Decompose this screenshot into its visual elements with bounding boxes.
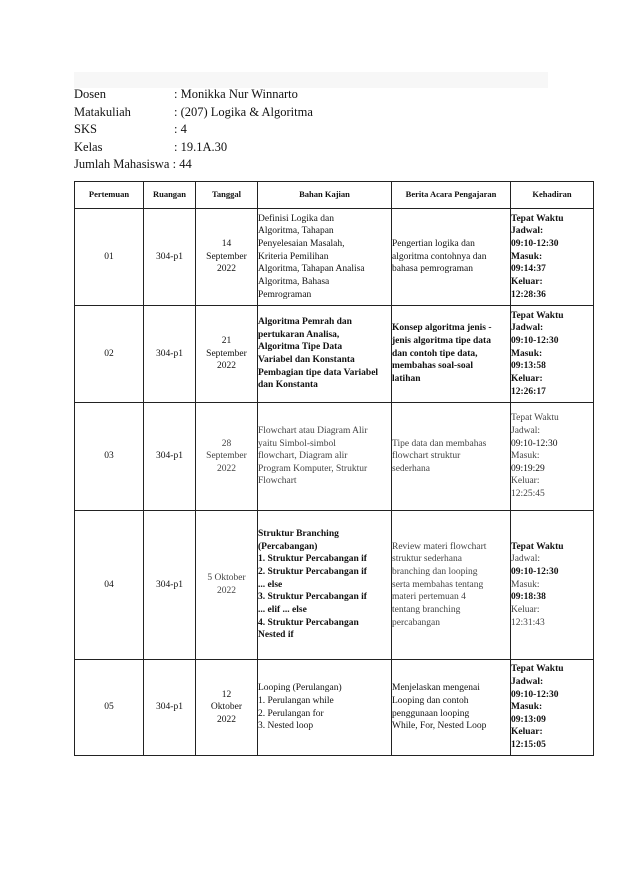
bahan-line: dan Konstanta xyxy=(258,380,318,391)
tanggal-line: September xyxy=(206,451,247,462)
berita-acara-cell xyxy=(392,403,511,511)
pertemuan-cell: 03 xyxy=(75,403,144,511)
berita-line: Pengertian logika dan xyxy=(392,239,475,250)
bahan-line: (Percabangan) xyxy=(258,541,318,552)
kehadiran-line: Jadwal: xyxy=(511,676,544,687)
bahan-line: Algoritma, Bahasa xyxy=(258,276,330,287)
sks-value: : 4 xyxy=(174,122,187,137)
ruangan-cell: 304-p1 xyxy=(144,511,196,660)
table-header-row xyxy=(75,182,594,209)
tanggal-line: 2022 xyxy=(217,463,236,474)
kehadiran-line: Jadwal: xyxy=(511,323,544,334)
berita-line: Looping dan contoh xyxy=(392,695,469,706)
berita-acara-cell xyxy=(392,209,511,306)
tanggal-line: 12 xyxy=(221,689,232,700)
header-tanggal: Tanggal xyxy=(196,182,258,209)
tanggal-line: 2022 xyxy=(217,361,236,372)
kehadiran-line: 12:28:36 xyxy=(511,289,546,300)
berita-line: jenis algoritma tipe data xyxy=(392,336,491,347)
pertemuan-cell: 05 xyxy=(75,660,144,756)
tanggal-line: Oktober xyxy=(210,702,243,713)
berita-line: Konsep algoritma jenis - xyxy=(392,323,492,334)
info-row-sks xyxy=(74,121,313,139)
kehadiran-line: 09:10-12:30 xyxy=(511,239,559,250)
bahan-line: 2. Struktur Percabangan if xyxy=(258,567,367,578)
bahan-line: 3. Struktur Percabangan if xyxy=(258,592,367,603)
berita-line: Tipe data dan membahas xyxy=(392,438,487,449)
sks-label: SKS xyxy=(74,122,97,137)
bahan-line: Definisi Logika dan xyxy=(258,213,334,224)
header-kehadiran: Kehadiran xyxy=(511,182,594,209)
kehadiran-line: Keluar: xyxy=(511,276,543,287)
header-ruangan: Ruangan xyxy=(144,182,196,209)
kehadiran-line: 09:14:37 xyxy=(511,264,546,275)
table-row xyxy=(75,209,594,306)
tanggal-line: 2022 xyxy=(217,586,236,596)
kehadiran-cell xyxy=(511,660,594,756)
kelas-value: : 19.1A.30 xyxy=(174,139,228,154)
tanggal-cell xyxy=(196,511,258,660)
tanggal-cell xyxy=(196,403,258,511)
schedule-table xyxy=(74,181,594,756)
kehadiran-line: 12:25:45 xyxy=(511,489,545,500)
kehadiran-line: Jadwal: xyxy=(511,226,544,237)
kehadiran-line: Tepat Waktu xyxy=(511,213,564,224)
kehadiran-line: Masuk: xyxy=(511,451,540,462)
bahan-line: Program Komputer, Struktur xyxy=(258,463,368,474)
kehadiran-line: Keluar: xyxy=(511,373,543,384)
bahan-kajian-cell xyxy=(258,209,392,306)
berita-line: tentang branching xyxy=(392,604,461,615)
bahan-line: Algoritma Tipe Data xyxy=(258,342,343,353)
tanggal-line: 28 xyxy=(221,438,232,449)
kehadiran-line: Masuk: xyxy=(511,702,543,713)
berita-acara-cell xyxy=(392,511,511,660)
bahan-line: Penyelesaian Masalah, xyxy=(258,239,345,250)
kehadiran-line: Tepat Waktu xyxy=(511,664,564,675)
bahan-line: Pembagian tipe data Variabel xyxy=(258,367,379,378)
tanggal-cell xyxy=(196,306,258,403)
berita-line: branching dan looping xyxy=(392,567,478,578)
tanggal-line: 14 xyxy=(221,239,232,250)
kehadiran-line: 09:10-12:30 xyxy=(511,336,559,347)
kehadiran-line: 12:26:17 xyxy=(511,386,546,397)
berita-line: percabangan xyxy=(392,617,440,628)
kelas-label: Kelas xyxy=(74,139,103,154)
kehadiran-line: Jadwal: xyxy=(511,554,541,565)
bahan-line: Pemrograman xyxy=(258,289,312,300)
kehadiran-line: Tepat Waktu xyxy=(511,413,559,424)
kehadiran-cell xyxy=(511,209,594,306)
matakuliah-value: : (207) Logika & Algoritma xyxy=(174,104,313,119)
bahan-line: ... else xyxy=(258,579,283,590)
bahan-line: Nested if xyxy=(258,630,294,641)
bahan-line: 4. Struktur Percabangan xyxy=(258,617,359,628)
header-berita-acara: Berita Acara Pengajaran xyxy=(392,182,511,209)
berita-acara-cell xyxy=(392,660,511,756)
table-row xyxy=(75,660,594,756)
tanggal-line: 2022 xyxy=(217,714,236,725)
kehadiran-line: Jadwal: xyxy=(511,425,541,436)
berita-line: membahas soal-soal xyxy=(392,361,474,372)
berita-line: materi pertemuan 4 xyxy=(392,592,466,603)
tanggal-line: 2022 xyxy=(217,264,236,275)
ruangan-cell: 304-p1 xyxy=(144,306,196,403)
kehadiran-line: Tepat Waktu xyxy=(511,541,564,552)
berita-line: Review materi flowchart xyxy=(392,541,487,552)
bahan-line: Algoritma Pemrah dan xyxy=(258,317,352,328)
bahan-kajian-cell xyxy=(258,403,392,511)
bahan-line: Struktur Branching xyxy=(258,529,339,540)
berita-line: dan contoh tipe data, xyxy=(392,348,478,359)
info-row-matakuliah xyxy=(74,104,313,122)
bahan-line: Flowchart xyxy=(258,476,297,487)
ruangan-cell: 304-p1 xyxy=(144,209,196,306)
header-bahan-kajian: Bahan Kajian xyxy=(258,182,392,209)
kehadiran-line: Keluar: xyxy=(511,604,540,615)
bahan-line: Algoritma, Tahapan xyxy=(258,226,334,237)
bahan-line: 3. Nested loop xyxy=(258,721,314,732)
berita-line: struktur sederhana xyxy=(392,554,462,565)
bahan-line: Variabel dan Konstanta xyxy=(258,355,355,365)
info-row-jumlah xyxy=(74,156,313,174)
ruangan-cell: 304-p1 xyxy=(144,660,196,756)
bahan-kajian-cell xyxy=(258,660,392,756)
info-row-dosen xyxy=(74,86,313,104)
kehadiran-line: 09:13:58 xyxy=(511,361,546,372)
tanggal-line: 21 xyxy=(221,336,232,347)
tanggal-cell xyxy=(196,660,258,756)
tanggal-cell xyxy=(196,209,258,306)
bahan-line: flowchart, Diagram alir xyxy=(258,451,348,462)
matakuliah-label: Matakuliah xyxy=(74,104,131,119)
kehadiran-line: 12:15:05 xyxy=(511,740,546,751)
jumlah-value: : 44 xyxy=(172,157,192,172)
kehadiran-line: 09:13:09 xyxy=(511,714,546,725)
bahan-line: pertukaran Analisa, xyxy=(258,329,340,340)
kehadiran-cell xyxy=(511,306,594,403)
pertemuan-cell: 04 xyxy=(75,511,144,660)
bahan-line: yaitu Simbol-simbol xyxy=(258,438,336,449)
tanggal-line: 5 Oktober xyxy=(207,573,246,584)
berita-line: penggunaan looping xyxy=(392,708,470,719)
berita-line: While, For, Nested Loop xyxy=(392,721,487,732)
tanggal-line: September xyxy=(206,348,247,359)
kehadiran-line: Keluar: xyxy=(511,727,543,738)
berita-line: latihan xyxy=(392,373,421,384)
header-pertemuan: Pertemuan xyxy=(75,182,144,209)
bahan-line: Flowchart atau Diagram Alir xyxy=(258,425,368,436)
kehadiran-line: 09:10-12:30 xyxy=(511,689,559,700)
kehadiran-line: Tepat Waktu xyxy=(511,310,564,321)
jumlah-label: Jumlah Mahasiswa xyxy=(74,157,170,172)
kehadiran-line: 09:10-12:30 xyxy=(511,567,559,578)
kehadiran-line: 09:19:29 xyxy=(511,463,545,474)
berita-line: serta membahas tentang xyxy=(392,579,484,590)
kehadiran-line: Masuk: xyxy=(511,348,543,359)
bahan-line: Algoritma, Tahapan Analisa xyxy=(258,264,365,275)
course-info xyxy=(74,86,313,174)
bahan-line: 2. Perulangan for xyxy=(258,708,324,719)
bahan-line: 1. Perulangan while xyxy=(258,695,334,706)
bahan-kajian-cell xyxy=(258,306,392,403)
kehadiran-line: Masuk: xyxy=(511,579,540,590)
berita-acara-cell xyxy=(392,306,511,403)
bahan-line: 1. Struktur Percabangan if xyxy=(258,554,367,565)
bahan-kajian-cell xyxy=(258,511,392,660)
berita-line: flowchart struktur xyxy=(392,451,461,462)
pertemuan-cell: 02 xyxy=(75,306,144,403)
info-row-kelas xyxy=(74,139,313,157)
kehadiran-line: 12:31:43 xyxy=(511,617,545,628)
dosen-value: : Monikka Nur Winnarto xyxy=(174,87,298,102)
kehadiran-line: 09:18:38 xyxy=(511,592,546,603)
tanggal-line: September xyxy=(206,251,247,262)
ruangan-cell: 304-p1 xyxy=(144,403,196,511)
table-row xyxy=(75,306,594,403)
berita-line: sederhana xyxy=(392,463,430,474)
bahan-line: Kriteria Pemilihan xyxy=(258,251,329,262)
bahan-line: ... elif ... else xyxy=(258,604,307,615)
kehadiran-line: Keluar: xyxy=(511,476,540,487)
bahan-line: Looping (Perulangan) xyxy=(258,683,342,694)
berita-line: Menjelaskan mengenai xyxy=(392,683,480,694)
kehadiran-cell xyxy=(511,403,594,511)
dosen-label: Dosen xyxy=(74,87,106,102)
berita-line: algoritma contohnya dan xyxy=(392,251,487,262)
kehadiran-line: 09:10-12:30 xyxy=(511,438,558,449)
kehadiran-cell xyxy=(511,511,594,660)
table-row xyxy=(75,511,594,660)
berita-line: bahasa pemrograman xyxy=(392,264,473,275)
kehadiran-line: Masuk: xyxy=(511,251,543,262)
table-row xyxy=(75,403,594,511)
pertemuan-cell: 01 xyxy=(75,209,144,306)
